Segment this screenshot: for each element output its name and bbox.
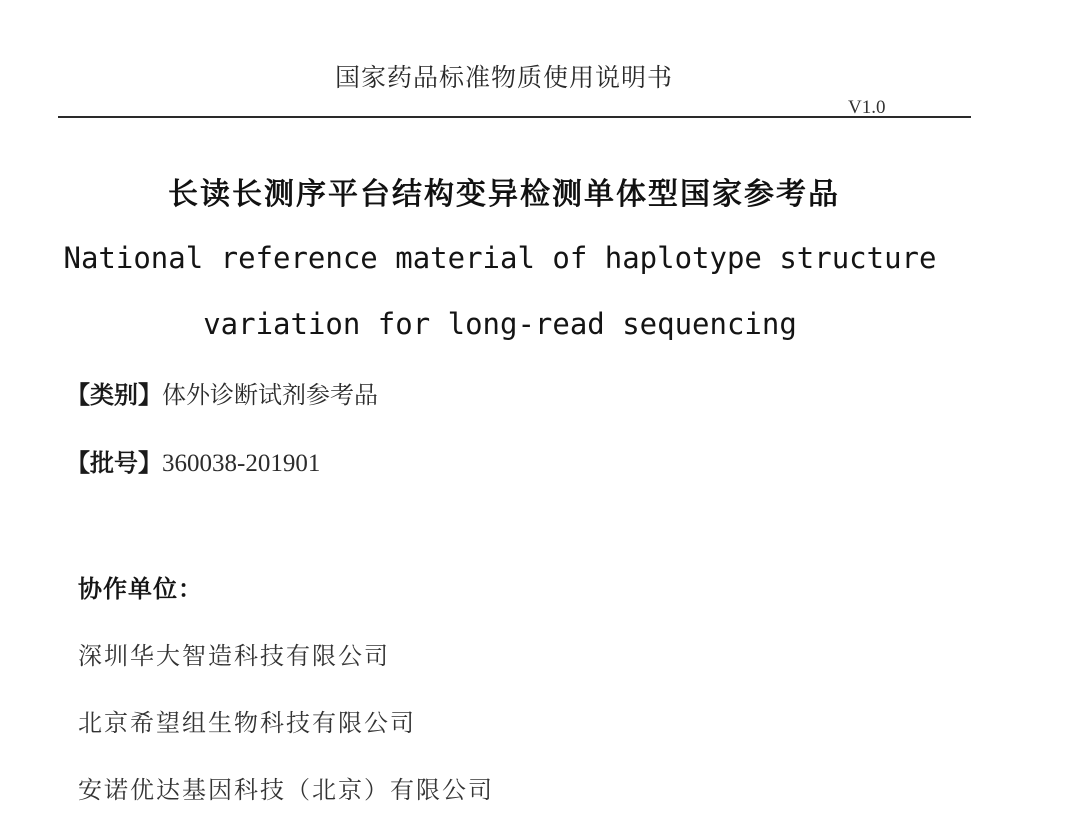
category-value: 体外诊断试剂参考品 [162,381,378,409]
batch-number-label: 【批号】 [66,449,162,477]
category-label: 【类别】 [66,381,162,409]
collaborators-heading: 协作单位： [78,575,203,603]
collaborator-item: 北京希望组生物科技有限公司 [78,709,416,737]
document-header-title: 国家药品标准物质使用说明书 [334,63,673,92]
batch-number-value: 360038-201901 [162,450,321,477]
collaborator-item: 深圳华大智造科技有限公司 [78,642,390,670]
batch-number-field [66,443,320,478]
product-title-english-line-2: variation for long-read sequencing [203,307,797,341]
header-divider [58,116,971,118]
version-label: V1.0 [848,97,886,118]
category-field [66,375,378,410]
product-title-chinese: 长读长测序平台结构变异检测单体型国家参考品 [168,177,840,212]
collaborator-item: 安诺优达基因科技（北京）有限公司 [78,776,494,804]
product-title-english-line-1: National reference material of haplotype structure [63,241,937,275]
